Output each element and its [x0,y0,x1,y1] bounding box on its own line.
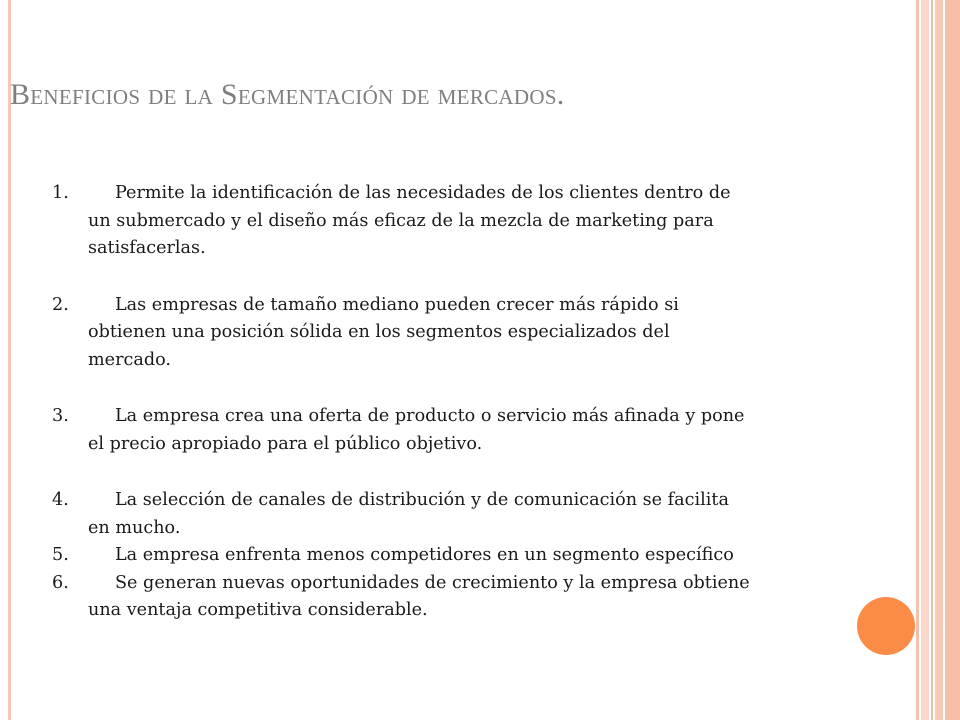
item-text-line: Se generan nuevas oportunidades de crecimiento y la empresa obtiene [115,572,750,593]
stripe [921,0,929,720]
item-text-line: La empresa crea una oferta de producto o servicio más afinada y pone [115,406,745,426]
item-number: 2. [52,294,69,315]
list-item [52,180,892,263]
decorative-stripes [916,0,960,720]
item-number: 3. [52,406,69,426]
item-number: 4. [52,490,69,510]
item-text-line: obtienen una posición sólida en los segmentos especializados del [88,322,670,342]
item-text-line: Permite la identificación de las necesidades de los clientes dentro de [115,183,731,203]
item-number: 6. [52,572,69,593]
item-number: 5. [52,545,69,565]
item-text-line: un submercado y el diseño más eficaz de la mezcla de marketing para [88,210,714,231]
stripe [935,0,943,720]
benefits-list [52,180,892,625]
item-text-line: La empresa enfrenta menos competidores en un segmento específico [115,545,734,565]
list-item [52,570,892,625]
item-number: 1. [52,183,69,203]
list-item [52,403,892,458]
stripe [916,0,919,720]
orange-circle-decoration [857,597,915,655]
stripe [931,0,933,720]
item-text-line: La selección de canales de distribución y de comunicación se facilita [115,490,729,510]
item-text-line: satisfacerlas. [88,238,206,258]
item-text-line: Las empresas de tamaño mediano pueden crecer más rápido si [115,294,679,315]
list-item [52,292,892,375]
slide-title: Beneficios de la Segmentación de mercados. [10,78,565,111]
item-text-line: mercado. [88,349,171,370]
list-item [52,542,892,570]
stripe [945,0,960,720]
item-text-line: una ventaja competitiva considerable. [88,600,428,620]
item-text-line: el precio apropiado para el público objetivo. [88,433,483,454]
list-item [52,487,892,542]
item-text-line: en mucho. [88,517,181,538]
